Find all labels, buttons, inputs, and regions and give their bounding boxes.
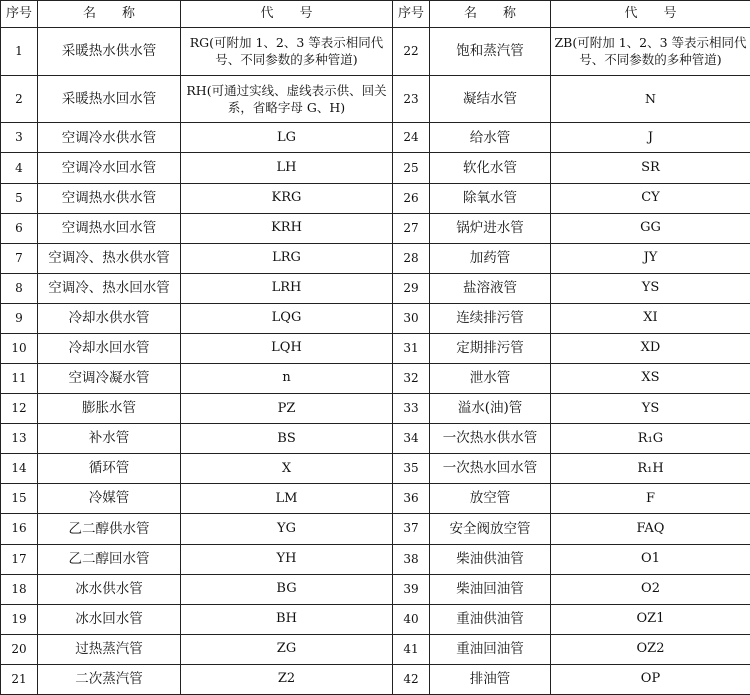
pipe-code-right: R₁H (551, 454, 750, 484)
row-number-right: 22 (393, 28, 430, 76)
pipe-code-right: ZB(可附加 1、2、3 等表示相同代号、不同参数的多种管道) (551, 28, 750, 76)
pipe-name-left: 采暖热水回水管 (38, 75, 181, 123)
table-row (1, 574, 750, 604)
pipe-name-left: 采暖热水供水管 (38, 28, 181, 76)
table-row (1, 424, 750, 454)
pipe-name-right: 锅炉进水管 (430, 213, 551, 243)
pipe-code-left: PZ (181, 394, 393, 424)
pipe-name-right: 重油供油管 (430, 604, 551, 634)
pipe-code-left: RG(可附加 1、2、3 等表示相同代号、不同参数的多种管道) (181, 28, 393, 76)
table-body (1, 28, 750, 695)
pipe-name-right: 溢水(油)管 (430, 394, 551, 424)
row-number-left: 6 (1, 213, 38, 243)
pipe-code-left: LQH (181, 333, 393, 363)
row-number-right: 42 (393, 664, 430, 694)
row-number-left: 9 (1, 303, 38, 333)
row-number-right: 34 (393, 424, 430, 454)
row-number-left: 21 (1, 664, 38, 694)
row-number-left: 2 (1, 75, 38, 123)
table-row (1, 394, 750, 424)
pipe-name-left: 循环管 (38, 454, 181, 484)
pipe-code-left: KRH (181, 213, 393, 243)
pipe-code-right: CY (551, 183, 750, 213)
row-number-right: 23 (393, 75, 430, 123)
pipe-code-right: O1 (551, 544, 750, 574)
row-number-left: 11 (1, 364, 38, 394)
row-number-left: 8 (1, 273, 38, 303)
pipe-code-right: YS (551, 394, 750, 424)
table-row (1, 273, 750, 303)
row-number-right: 32 (393, 364, 430, 394)
header-code-left: 代 号 (181, 1, 393, 28)
table-row (1, 153, 750, 183)
pipe-name-right: 一次热水回水管 (430, 454, 551, 484)
row-number-right: 36 (393, 484, 430, 514)
pipe-code-right: N (551, 75, 750, 123)
row-number-right: 27 (393, 213, 430, 243)
table-row (1, 364, 750, 394)
pipe-code-left: X (181, 454, 393, 484)
table-row (1, 243, 750, 273)
pipe-name-right: 除氧水管 (430, 183, 551, 213)
pipe-name-right: 柴油供油管 (430, 544, 551, 574)
pipe-code-left: BH (181, 604, 393, 634)
pipe-name-left: 膨胀水管 (38, 394, 181, 424)
row-number-left: 15 (1, 484, 38, 514)
pipe-name-right: 软化水管 (430, 153, 551, 183)
pipe-code-right: R₁G (551, 424, 750, 454)
pipe-name-right: 饱和蒸汽管 (430, 28, 551, 76)
pipe-code-right: XI (551, 303, 750, 333)
table-row (1, 333, 750, 363)
header-code-right: 代 号 (551, 1, 750, 28)
table-row (1, 514, 750, 544)
pipe-code-left: n (181, 364, 393, 394)
row-number-right: 25 (393, 153, 430, 183)
pipe-code-right: OZ2 (551, 634, 750, 664)
row-number-right: 33 (393, 394, 430, 424)
header-row (1, 1, 750, 28)
row-number-left: 12 (1, 394, 38, 424)
pipe-name-right: 泄水管 (430, 364, 551, 394)
table-row (1, 604, 750, 634)
pipe-name-left: 空调冷、热水供水管 (38, 243, 181, 273)
pipe-code-left: LH (181, 153, 393, 183)
row-number-left: 19 (1, 604, 38, 634)
pipe-name-right: 定期排污管 (430, 333, 551, 363)
pipe-code-left: LRG (181, 243, 393, 273)
row-number-right: 37 (393, 514, 430, 544)
table-row (1, 28, 750, 76)
pipe-name-right: 一次热水供水管 (430, 424, 551, 454)
table-row (1, 183, 750, 213)
pipe-name-left: 冰水供水管 (38, 574, 181, 604)
pipe-code-left: KRG (181, 183, 393, 213)
pipe-code-right: F (551, 484, 750, 514)
pipe-name-right: 放空管 (430, 484, 551, 514)
header-name-right: 名 称 (430, 1, 551, 28)
row-number-right: 38 (393, 544, 430, 574)
header-name-left: 名 称 (38, 1, 181, 28)
pipe-code-right: OZ1 (551, 604, 750, 634)
pipe-code-left: LG (181, 123, 393, 153)
pipe-code-left: YG (181, 514, 393, 544)
pipe-code-right: SR (551, 153, 750, 183)
pipe-code-left: BG (181, 574, 393, 604)
row-number-left: 1 (1, 28, 38, 76)
pipe-name-left: 冰水回水管 (38, 604, 181, 634)
header-seq-left: 序号 (1, 1, 38, 28)
pipe-code-right: FAQ (551, 514, 750, 544)
row-number-left: 3 (1, 123, 38, 153)
pipe-name-right: 重油回油管 (430, 634, 551, 664)
pipe-code-left: RH(可通过实线、虚线表示供、回关系，省略字母 G、H) (181, 75, 393, 123)
row-number-left: 7 (1, 243, 38, 273)
pipe-name-left: 二次蒸汽管 (38, 664, 181, 694)
pipe-code-left: LM (181, 484, 393, 514)
pipe-name-left: 过热蒸汽管 (38, 634, 181, 664)
table-row (1, 303, 750, 333)
row-number-right: 28 (393, 243, 430, 273)
pipe-name-left: 乙二醇回水管 (38, 544, 181, 574)
table-row (1, 484, 750, 514)
row-number-right: 35 (393, 454, 430, 484)
pipe-name-left: 空调热水供水管 (38, 183, 181, 213)
pipe-name-right: 给水管 (430, 123, 551, 153)
row-number-left: 4 (1, 153, 38, 183)
pipe-code-right: GG (551, 213, 750, 243)
row-number-right: 24 (393, 123, 430, 153)
pipe-code-right: O2 (551, 574, 750, 604)
pipe-name-left: 空调冷凝水管 (38, 364, 181, 394)
table-row (1, 634, 750, 664)
pipe-code-left: Z2 (181, 664, 393, 694)
pipe-name-left: 空调热水回水管 (38, 213, 181, 243)
row-number-right: 41 (393, 634, 430, 664)
row-number-left: 5 (1, 183, 38, 213)
row-number-left: 18 (1, 574, 38, 604)
pipe-name-left: 空调冷、热水回水管 (38, 273, 181, 303)
table-row (1, 213, 750, 243)
row-number-right: 30 (393, 303, 430, 333)
pipe-code-right: JY (551, 243, 750, 273)
pipe-code-right: J (551, 123, 750, 153)
pipe-name-left: 冷媒管 (38, 484, 181, 514)
pipe-name-left: 空调冷水供水管 (38, 123, 181, 153)
pipe-code-left: BS (181, 424, 393, 454)
table-row (1, 664, 750, 694)
table-row (1, 75, 750, 123)
pipe-code-left: LRH (181, 273, 393, 303)
pipe-name-left: 乙二醇供水管 (38, 514, 181, 544)
row-number-left: 20 (1, 634, 38, 664)
table-row (1, 544, 750, 574)
pipe-name-right: 连续排污管 (430, 303, 551, 333)
row-number-left: 17 (1, 544, 38, 574)
pipe-name-right: 柴油回油管 (430, 574, 551, 604)
header-seq-right: 序号 (393, 1, 430, 28)
pipe-code-right: XD (551, 333, 750, 363)
pipe-name-left: 空调冷水回水管 (38, 153, 181, 183)
pipe-name-right: 排油管 (430, 664, 551, 694)
pipe-code-right: XS (551, 364, 750, 394)
table-row (1, 123, 750, 153)
pipe-name-right: 盐溶液管 (430, 273, 551, 303)
pipe-name-right: 凝结水管 (430, 75, 551, 123)
row-number-right: 29 (393, 273, 430, 303)
pipe-code-right: YS (551, 273, 750, 303)
pipe-code-left: LQG (181, 303, 393, 333)
pipe-code-right: OP (551, 664, 750, 694)
pipe-name-right: 加药管 (430, 243, 551, 273)
row-number-right: 31 (393, 333, 430, 363)
row-number-left: 16 (1, 514, 38, 544)
pipe-name-left: 冷却水供水管 (38, 303, 181, 333)
pipe-code-left: ZG (181, 634, 393, 664)
table-row (1, 454, 750, 484)
row-number-right: 39 (393, 574, 430, 604)
row-number-left: 14 (1, 454, 38, 484)
row-number-left: 10 (1, 333, 38, 363)
row-number-left: 13 (1, 424, 38, 454)
pipe-name-left: 冷却水回水管 (38, 333, 181, 363)
pipe-name-right: 安全阀放空管 (430, 514, 551, 544)
pipe-code-left: YH (181, 544, 393, 574)
row-number-right: 40 (393, 604, 430, 634)
row-number-right: 26 (393, 183, 430, 213)
pipe-name-left: 补水管 (38, 424, 181, 454)
